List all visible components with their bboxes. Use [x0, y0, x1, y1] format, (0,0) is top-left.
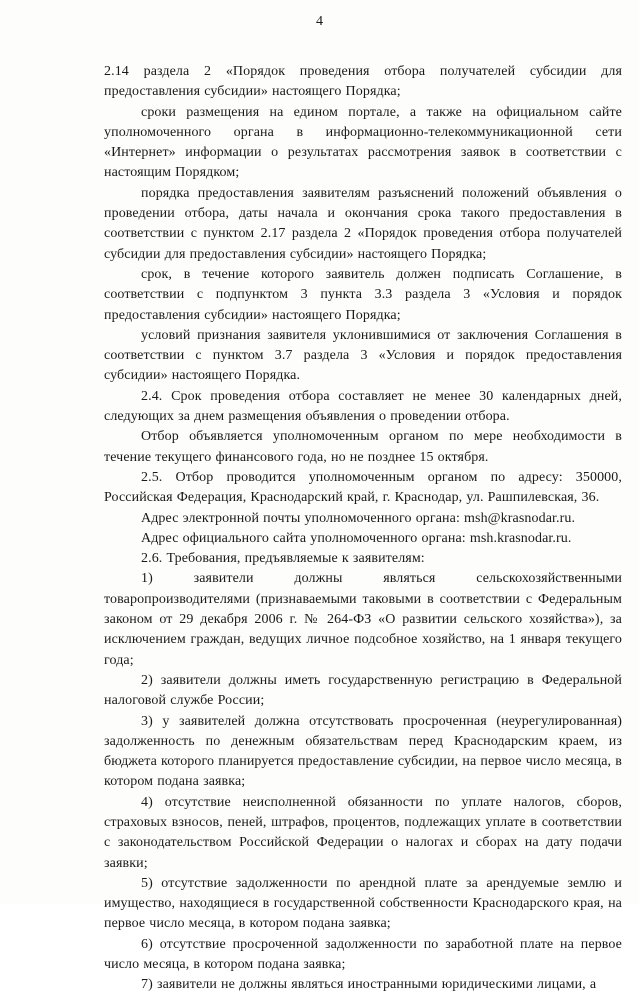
- paragraph-requirement-7: 7) заявители не должны являться иностранными юридическими лицами, а: [141, 977, 597, 993]
- paragraph-requirement-1: 1) заявители должны являться сельскохозяйственными товаропроизводителями (признаваемыми таковыми в соответствии с Федеральным законом от 29 декабря 2006 г. № 264-ФЗ «О развитии сельского хозяйства»), за исключением граждан, ведущих личное подсобное хозяйство, на 1 января текущего года;: [104, 571, 622, 668]
- paragraph-selection-duration: 2.4. Срок проведения отбора составляет не менее 30 календарных дней, следующих за днем размещения объявления о проведении отбора.: [104, 388, 622, 425]
- paragraph-continuation: 2.14 раздела 2 «Порядок проведения отбора получателей субсидии для предоставления субсидии» настоящего Порядка;: [104, 64, 622, 100]
- paragraph-selection-address: 2.5. Отбор проводится уполномоченным органом по адресу: 350000, Российская Федерация, Краснодарский край, г. Краснодар, ул. Рашпилевская, 36.: [104, 469, 622, 506]
- paragraph-requirement-6: 6) отсутствие просроченной задолженности по заработной плате на первое число месяца, в котором подана заявка;: [104, 936, 622, 973]
- paragraph-agreement-signing-term: срок, в течение которого заявитель должен подписать Соглашение, в соответствии с подпунктом 3 пункта 3.3 раздела 3 «Условия и порядок предоставления субсидии» настоящего Порядка;: [104, 266, 622, 323]
- paragraph-email-address: Адрес электронной почты уполномоченного органа: msh@krasnodar.ru.: [141, 510, 576, 526]
- paragraph-requirement-5: 5) отсутствие задолженности по арендной плате за арендуемые землю и имущество, находящиеся в государственной собственности Краснодарского края, на первое число месяца, в котором подана заявка;: [104, 875, 622, 932]
- paragraph-website-address: Адрес официального сайта уполномоченного органа: msh.krasnodar.ru.: [141, 530, 572, 546]
- paragraph-selection-announcement: Отбор объявляется уполномоченным органом по мере необходимости в течение текущего финансового года, но не позднее 15 октября.: [104, 429, 622, 465]
- document-body: [104, 62, 622, 996]
- paragraph-clarification-procedure: порядка предоставления заявителям разъяснений положений объявления о проведении отбора, даты начала и окончания срока такого предоставления в соответствии с пунктом 2.17 раздела 2 «Порядок проведения отбора получателей субсидии для предоставления субсидии» настоящего Порядка;: [104, 185, 622, 262]
- paragraph-requirement-3: 3) у заявителей должна отсутствовать просроченная (неурегулированная) задолженность по денежным обязательствам перед Краснодарским краем, из бюджета которого планируется предоставление субсидии, на первое число месяца, в котором подана заявка;: [104, 713, 622, 790]
- paragraph-requirement-4: 4) отсутствие неисполненной обязанности по уплате налогов, сборов, страховых взносов, пеней, штрафов, процентов, подлежащих уплате в соответствии с законодательством Российской Федерации о налогах и сборах на дату подачи заявки;: [104, 794, 622, 871]
- paragraph-requirements-heading: 2.6. Требования, предъявляемые к заявителям:: [141, 551, 425, 567]
- paragraph-evasion-conditions: условий признания заявителя уклонившимися от заключения Соглашения в соответствии с пунктом 3.7 раздела 3 «Условия и порядок предоставления субсидии» настоящего Порядка.: [104, 327, 622, 384]
- paragraph-requirement-2: 2) заявители должны иметь государственную регистрацию в Федеральной налоговой службе России;: [104, 672, 622, 709]
- page-number: 4: [316, 14, 323, 29]
- paragraph-placement-terms: сроки размещения на едином портале, а также на официальном сайте уполномоченного органа в информационно-телекоммуникационной сети «Интернет» информации о результатах рассмотрения заявок в соответствии с настоящим Порядком;: [104, 104, 622, 181]
